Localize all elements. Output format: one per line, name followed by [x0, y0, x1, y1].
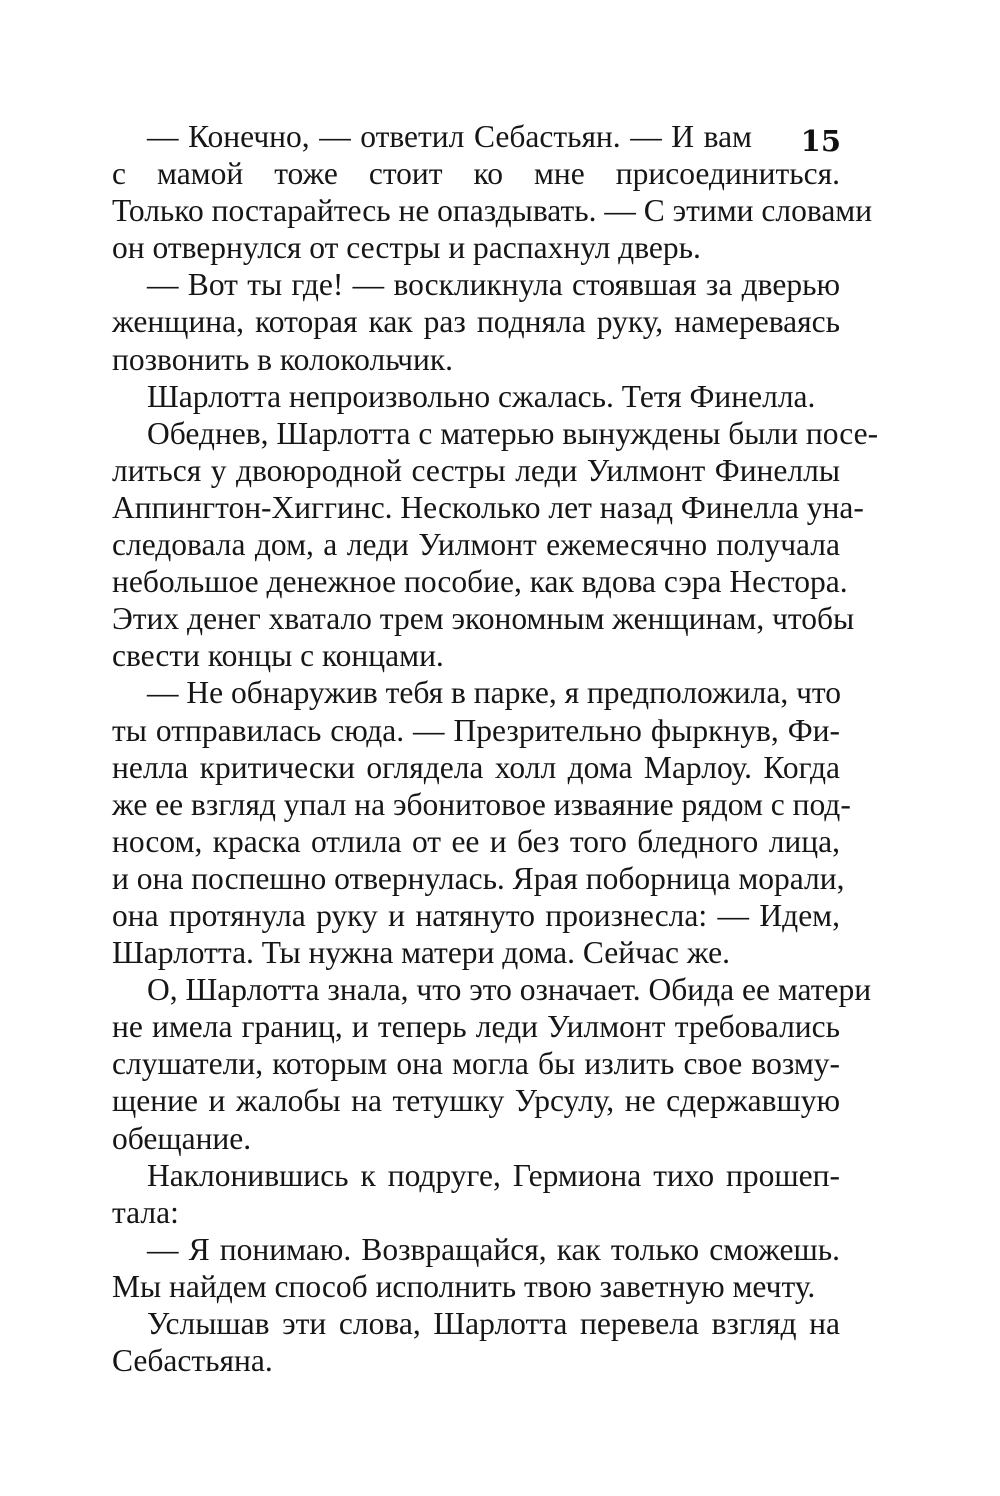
text-line: Только постарайтесь не опаздывать. — С этими словами: [112, 193, 873, 229]
text-line: Шарлотта непроизвольно сжалась. Тетя Финелла.: [147, 378, 816, 414]
text-line: Обеднев, Шарлотта с матерью вынуждены были посе-: [147, 415, 879, 451]
text-line: — Не обнаружив тебя в парке, я предположила, что: [147, 675, 842, 711]
text-line: он отвернулся от сестры и распахнул дверь.: [112, 230, 701, 266]
text-line: следовала дом, а леди Уилмонт ежемесячно получала: [112, 527, 840, 563]
text-line: тала:: [112, 1194, 179, 1230]
text-line: нелла критически оглядела холл дома Марлоу. Когда: [112, 749, 840, 785]
text-line: небольшое денежное пособие, как вдова сэра Нестора.: [112, 564, 848, 600]
text-line: женщина, которая как раз подняла руку, намереваясь: [112, 304, 840, 340]
text-line: щение и жалобы на тетушку Урсулу, не сдержавшую: [112, 1083, 840, 1119]
text-line: Себастьяна.: [112, 1343, 273, 1379]
text-line: Этих денег хватало трем экономным женщинам, чтобы: [112, 601, 855, 637]
text-line: Наклонившись к подруге, Гермиона тихо прошеп-: [147, 1157, 840, 1193]
text-line: обещание.: [112, 1120, 252, 1156]
text-line: она протянула руку и натянуто произнесла: — Идем,: [112, 897, 840, 933]
text-line: и она поспешно отвернулась. Ярая поборница морали,: [112, 860, 845, 896]
text-line: — Я понимаю. Возвращайся, как только сможешь.: [147, 1231, 840, 1267]
text-line: Мы найдем способ исполнить твою заветную мечту.: [112, 1268, 816, 1304]
text-line: позвонить в колокольчик.: [112, 341, 454, 377]
text-line: носом, краска отлила от ее и без того бледного лица,: [112, 823, 840, 859]
text-line: не имела границ, и теперь леди Уилмонт требовались: [112, 1009, 840, 1045]
text-line: О, Шарлотта знала, что это означает. Обида ее матери: [147, 972, 872, 1008]
page-number: 15: [800, 124, 841, 158]
text-line: свести концы с концами.: [112, 638, 444, 674]
text-line: слушатели, которым она могла бы излить свое возму-: [112, 1046, 840, 1082]
text-line: — Вот ты где! — воскликнула стоявшая за дверью: [147, 267, 840, 303]
text-line: литься у двоюродной сестры леди Уилмонт Финеллы: [112, 452, 840, 488]
text-line: Шарлотта. Ты нужна матери дома. Сейчас же.: [112, 935, 731, 971]
text-line: — Конечно, — ответил Себастьян. — И вам: [147, 119, 752, 154]
text-line: с мамой тоже стоит ко мне присоединиться.: [112, 156, 840, 192]
text-line: же ее взгляд упал на эбонитовое изваяние рядом с под-: [112, 786, 851, 822]
text-line: Услышав эти слова, Шарлотта перевела взгляд на: [147, 1306, 840, 1341]
text-line: ты отправилась сюда. — Презрительно фыркнув, Фи-: [112, 712, 840, 748]
body-text: [112, 118, 879, 1379]
text-line: Аппингтон-Хиггинс. Несколько лет назад Финелла уна-: [112, 489, 864, 525]
